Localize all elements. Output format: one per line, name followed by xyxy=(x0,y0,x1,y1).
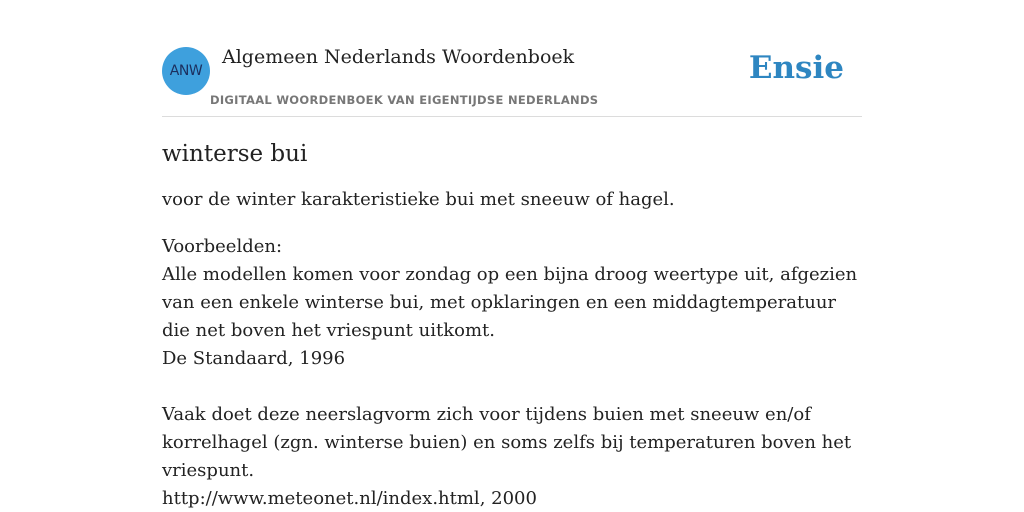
ensie-brand-logo[interactable]: Ensie xyxy=(748,50,844,86)
entry-definition: voor de winter karakteristieke bui met sneeuw of hagel. xyxy=(162,189,675,210)
example-item xyxy=(162,261,862,373)
example-source: http://www.meteonet.nl/index.html, 2000 xyxy=(162,488,537,509)
example-item xyxy=(162,401,862,512)
example-text: Alle modellen komen voor zondag op een bijna droog weertype uit, afgezien van een enkele winterse bui, met opklaringen en een middagtemperatuur die net boven het vriespunt uitkomt. xyxy=(162,264,858,341)
site-subtitle: DIGITAAL WOORDENBOEK VAN EIGENTIJDSE NEDERLANDS xyxy=(210,93,599,107)
entry-content xyxy=(162,136,862,512)
site-title[interactable]: Algemeen Nederlands Woordenboek xyxy=(222,46,575,68)
anw-logo[interactable]: ANW xyxy=(162,47,210,95)
site-header xyxy=(162,40,862,117)
example-separator xyxy=(162,373,862,401)
examples-section xyxy=(162,233,862,512)
entry-headword: winterse bui xyxy=(162,141,308,167)
example-source: De Standaard, 1996 xyxy=(162,348,346,369)
example-text: Vaak doet deze neerslagvorm zich voor tijdens buien met sneeuw en/of korrelhagel (zgn. winterse buien) en soms zelfs bij temperaturen boven het vriespunt. xyxy=(162,404,852,481)
examples-label: Voorbeelden: xyxy=(162,236,283,257)
